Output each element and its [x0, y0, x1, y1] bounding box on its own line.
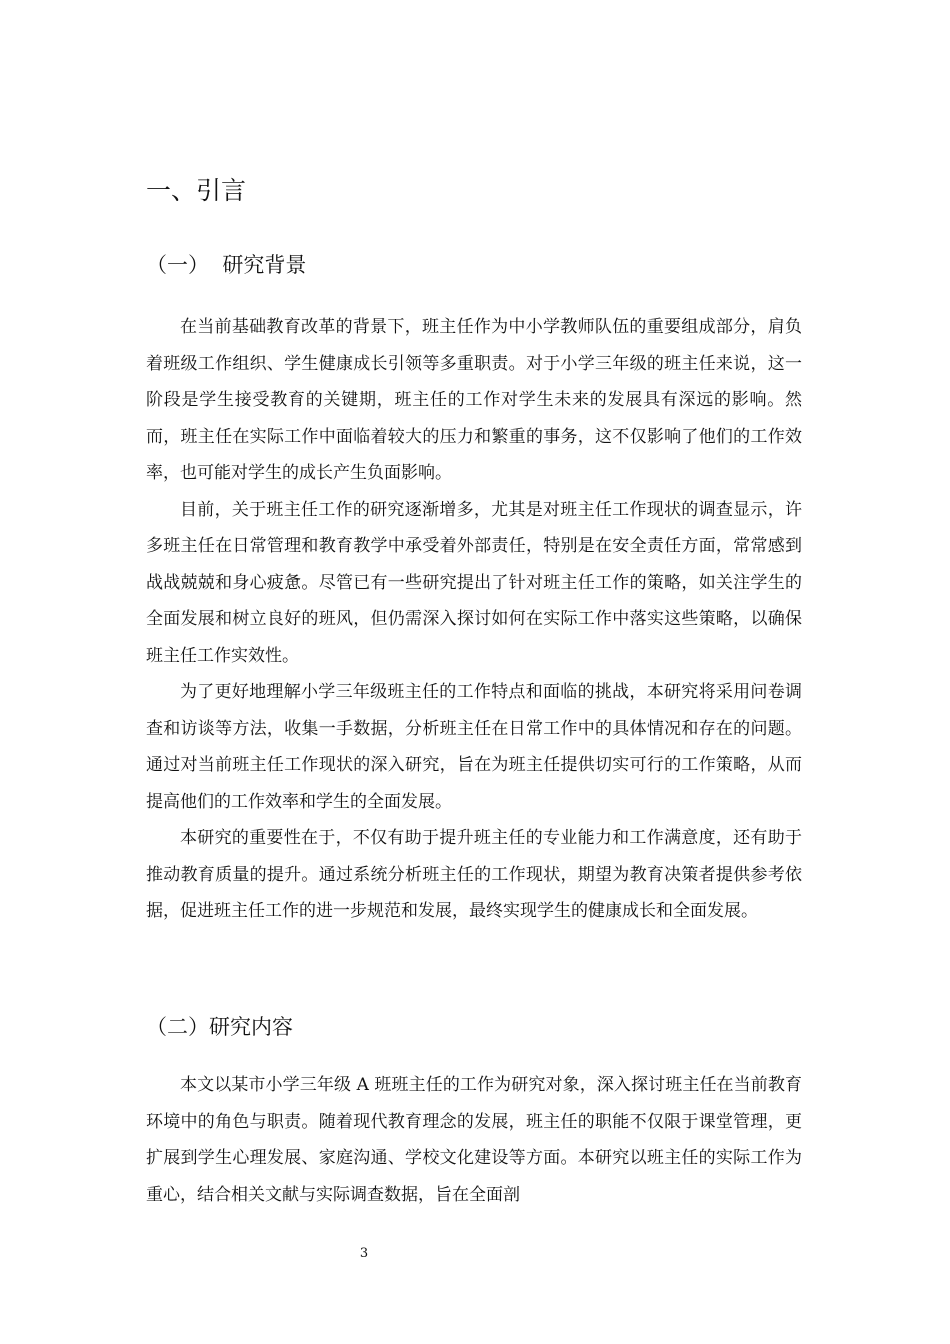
section-body-content [146, 1067, 802, 1213]
section-heading-background: （一） 研究背景 [146, 253, 307, 277]
paragraph: 本研究的重要性在于，不仅有助于提升班主任的专业能力和工作满意度，还有助于推动教育质量的提升。通过系统分析班主任的工作现状，期望为教育决策者提供参考依据，促进班主任工作的进一步规范和发展，最终实现学生的健康成长和全面发展。 [146, 828, 802, 921]
section-heading-content: （二）研究内容 [146, 1015, 293, 1039]
page-number: 3 [359, 1246, 369, 1261]
section-body-background [146, 309, 802, 930]
paragraph: 在当前基础教育改革的背景下，班主任作为中小学教师队伍的重要组成部分，肩负着班级工作组织、学生健康成长引领等多重职责。对于小学三年级的班主任来说，这一阶段是学生接受教育的关键期，班主任的工作对学生未来的发展具有深远的影响。然而，班主任在实际工作中面临着较大的压力和繁重的事务，这不仅影响了他们的工作效率，也可能对学生的成长产生负面影响。 [146, 317, 802, 483]
paragraph: 为了更好地理解小学三年级班主任的工作特点和面临的挑战，本研究将采用问卷调查和访谈等方法，收集一手数据，分析班主任在日常工作中的具体情况和存在的问题。通过对当前班主任工作现状的深入研究，旨在为班主任提供切实可行的工作策略，从而提高他们的工作效率和学生的全面发展。 [146, 682, 802, 812]
paragraph: 本文以某市小学三年级 A 班班主任的工作为研究对象，深入探讨班主任在当前教育环境中的角色与职责。随着现代教育理念的发展，班主任的职能不仅限于课堂管理，更扩展到学生心理发展、家庭沟通、学校文化建设等方面。本研究以班主任的实际工作为重心，结合相关文献与实际调查数据，旨在全面剖 [146, 1075, 802, 1205]
chapter-heading: 一、引言 [146, 176, 247, 205]
paragraph: 目前，关于班主任工作的研究逐渐增多，尤其是对班主任工作现状的调查显示，许多班主任在日常管理和教育教学中承受着外部责任，特别是在安全责任方面，常常感到战战兢兢和身心疲惫。尽管已有一些研究提出了针对班主任工作的策略，如关注学生的全面发展和树立良好的班风，但仍需深入探讨如何在实际工作中落实这些策略，以确保班主任工作实效性。 [146, 499, 802, 666]
